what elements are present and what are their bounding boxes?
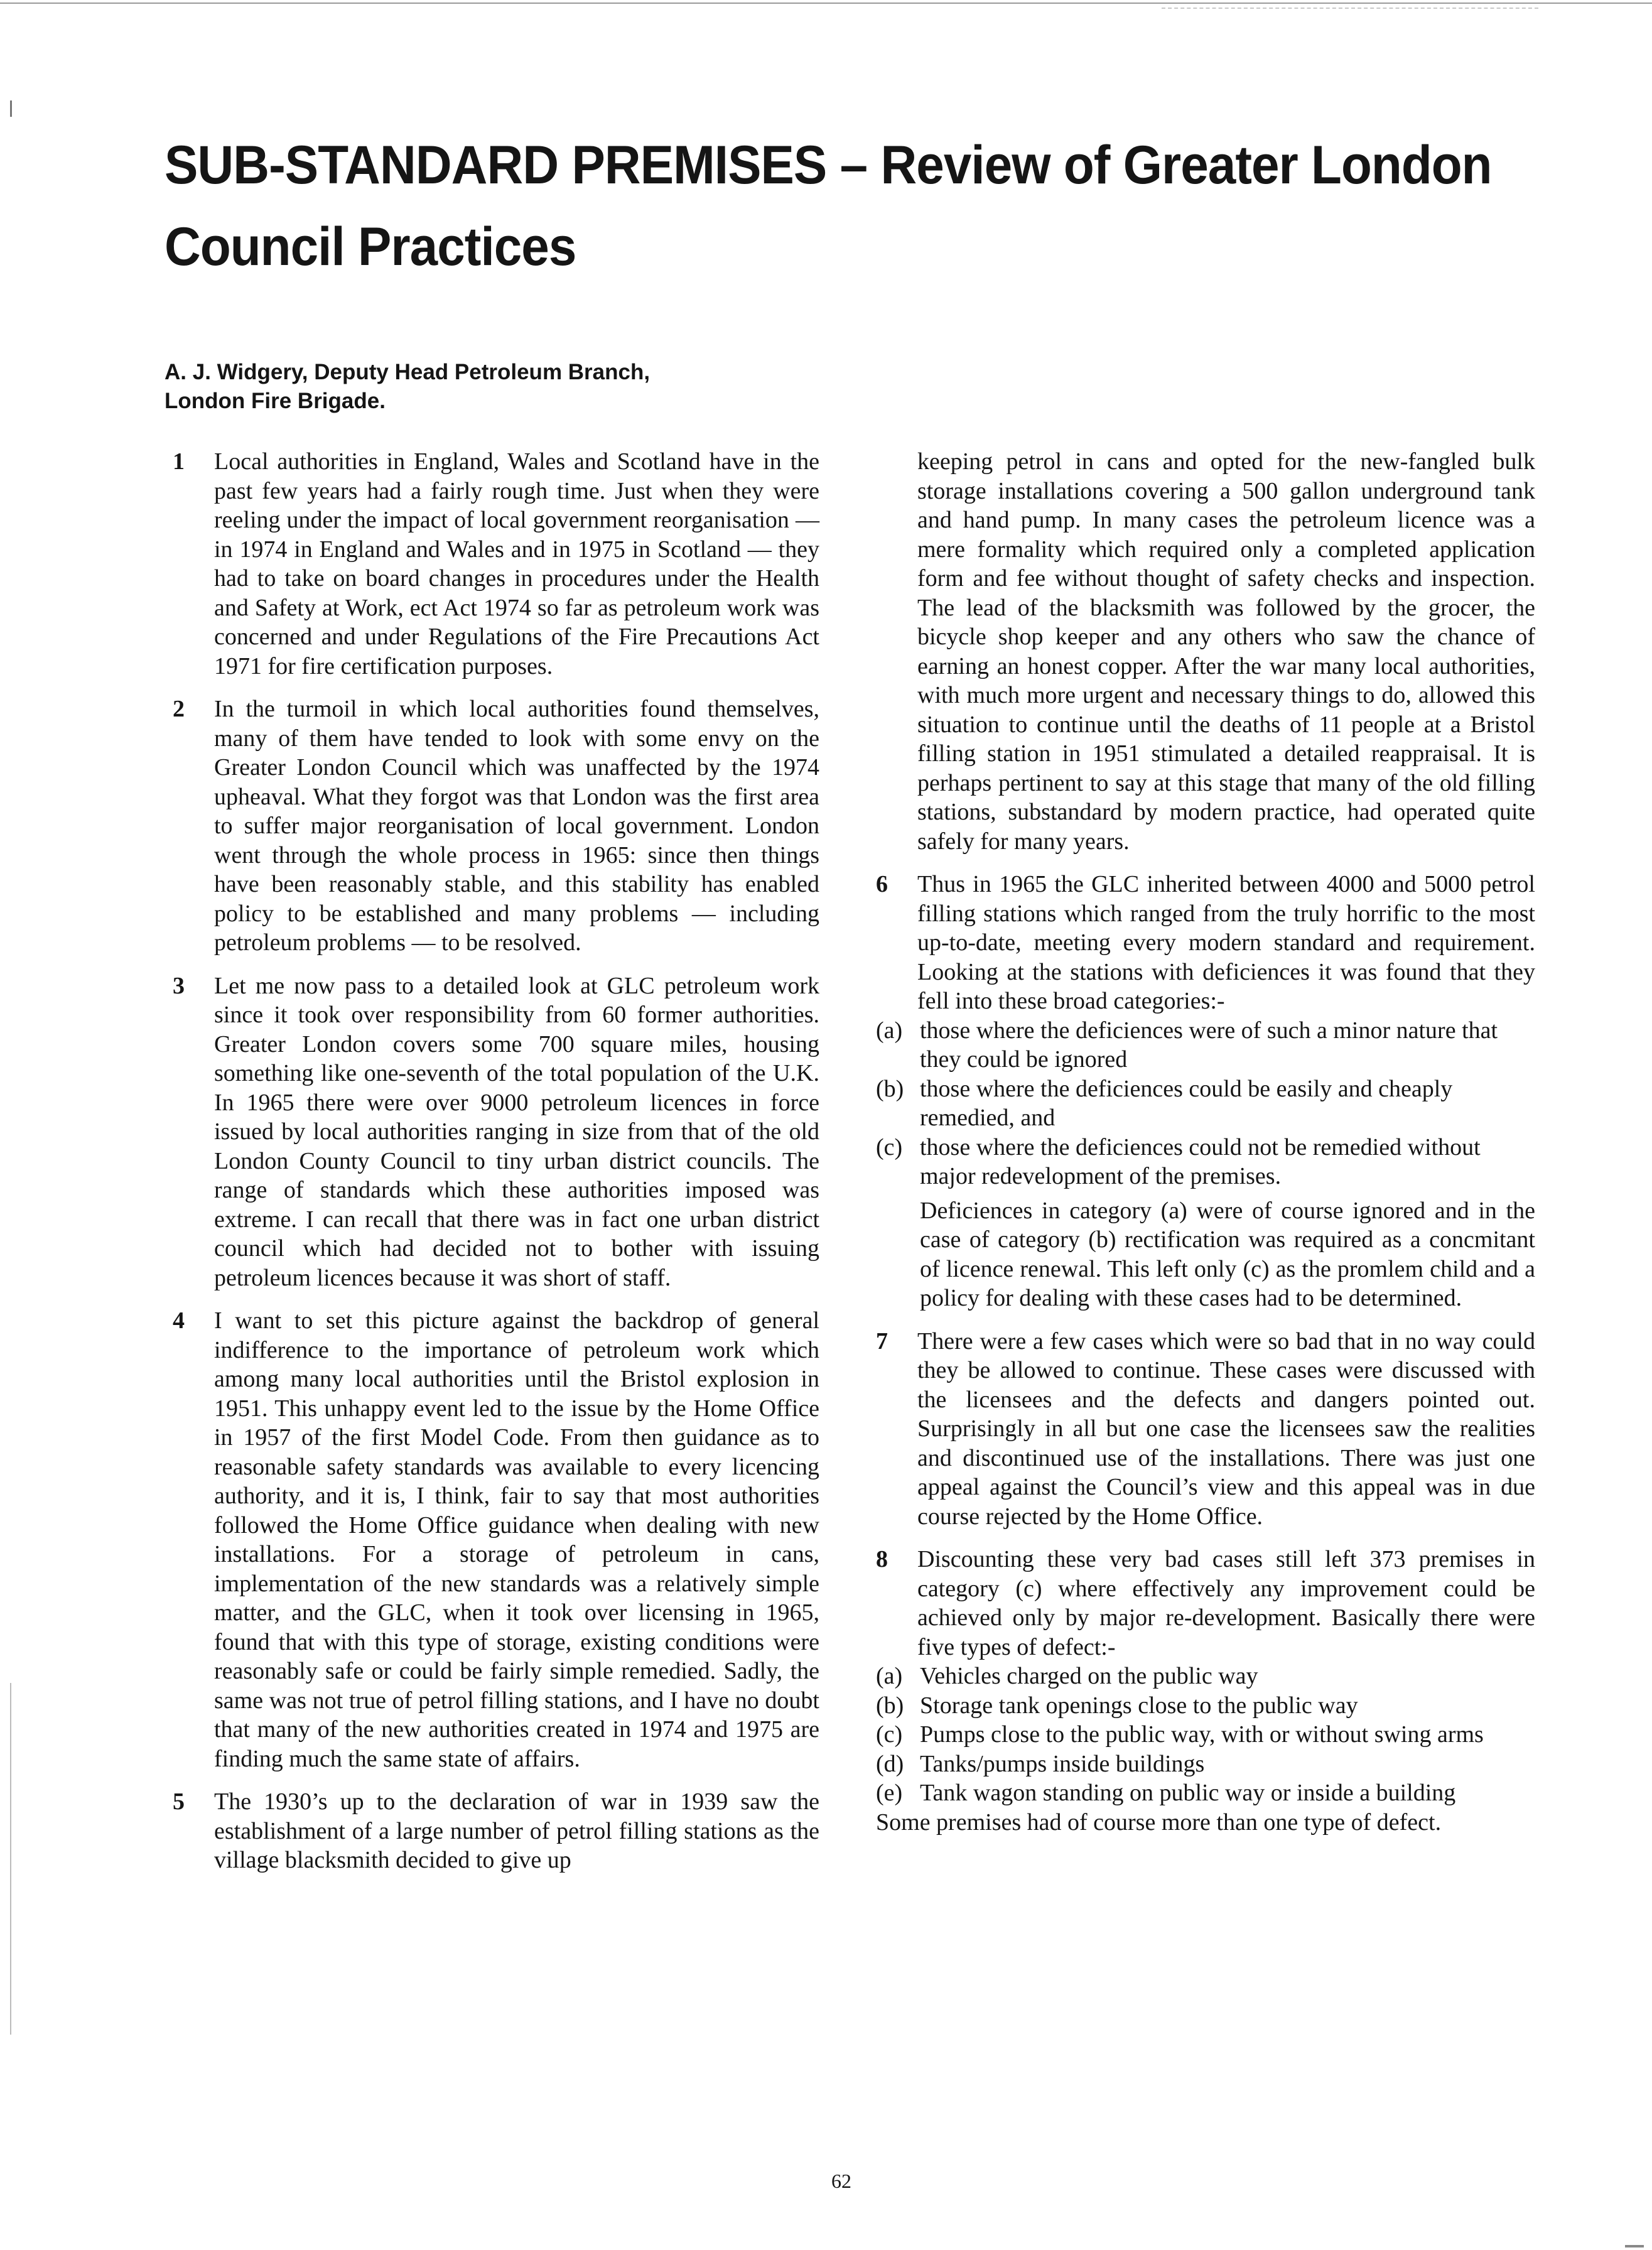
paragraph-text: Discounting these very bad cases still left 373 premises in category (c) where effectively any improvement could be achieved only by major re-development. Basically there were five types of defect:- — [917, 1546, 1535, 1660]
paragraph-number: 2 — [173, 696, 185, 722]
paragraph-number: 7 — [876, 1328, 888, 1355]
list-item-text: Tanks/pumps inside buildings — [920, 1750, 1205, 1777]
paragraph-text: I want to set this picture against the backdrop of general indifference to the importance of petroleum work which among many local authorities until the Bristol explosion in 1951. This unhappy event led to the issue by the Home Office in 1957 of the first Model Code. From then guidance as to reasonable safety standards was available to every licencing authority, and it is, I think, fair to say that most authorities followed the Home Office guidance when dealing with new installations. For a storage of petroleum in cans, implementation of the new standards was a relatively simple matter, and the GLC, when it took over licensing in 1965, found that with this type of storage, existing conditions were reasonably safe or could be fairly simple remedied. Sadly, the same was not true of petrol filling stations, and I have no doubt that many of the new authorities created in 1974 and 1975 are finding much the same state of affairs. — [214, 1307, 819, 1772]
left-column — [173, 447, 819, 1889]
title-line-1: SUB-STANDARD PREMISES – Review of Greater London — [165, 135, 1492, 195]
list-item-label: (e) — [876, 1780, 903, 1806]
article-title — [165, 124, 1508, 288]
list-item-label: (b) — [876, 1692, 904, 1719]
list-item — [876, 1662, 1535, 1691]
paragraph-number: 3 — [173, 972, 185, 999]
list-item — [876, 1074, 1535, 1133]
author-line-1: A. J. Widgery, Deputy Head Petroleum Branch, — [165, 360, 651, 384]
paragraph-text: The 1930’s up to the declaration of war in 1939 saw the establishment of a large number of petrol filling stations as the village blacksmith decided to give up — [214, 1788, 819, 1873]
paragraph-8 — [876, 1545, 1535, 1662]
list-item-text: Tank wagon standing on public way or inside a building — [920, 1780, 1456, 1806]
list-item — [876, 1691, 1535, 1721]
list-item-label: (c) — [876, 1721, 903, 1748]
corner-mark — [1625, 2245, 1644, 2247]
list-item-label: (a) — [876, 1017, 903, 1044]
paragraph-number: 4 — [173, 1307, 185, 1334]
paragraph-number: 5 — [173, 1788, 185, 1815]
paragraph-text: Thus in 1965 the GLC inherited between 4000 and 5000 petrol filling stations which ranged from the truly horrific to the most up-to-date, meeting every modern standard and requirement. Looking at the stations with deficiences it was found that they fell into these broad categories:- — [917, 871, 1535, 1014]
list-item — [876, 1016, 1535, 1074]
paragraph-number: 8 — [876, 1546, 888, 1572]
category-note: Deficiences in category (a) were of course ignored and in the case of category (b) rectification was required as a concmitant of licence renewal. This left only (c) as the promlem child and a policy for dealing with these cases had to be determined. — [920, 1197, 1535, 1311]
list-item-label: (c) — [876, 1133, 903, 1160]
page-number: 62 — [831, 2170, 851, 2192]
list-item — [876, 1750, 1535, 1779]
list-item-label: (d) — [876, 1750, 904, 1777]
margin-mark — [10, 100, 12, 117]
list-item-text: those where the deficiences could be easily and cheaply remedied, and — [920, 1075, 1453, 1131]
list-item — [876, 1720, 1535, 1750]
paragraph-3 — [173, 971, 819, 1293]
title-line-2: Council Practices — [165, 217, 576, 277]
list-item-label: (b) — [876, 1075, 904, 1102]
author-byline — [165, 358, 855, 416]
paragraph-4 — [173, 1306, 819, 1773]
list-item-text: those where the deficiences could not be remedied without major redevelopment of the premises. — [920, 1133, 1481, 1189]
paragraph-text: Let me now pass to a detailed look at GLC petroleum work since it took over responsibility from 60 former authorities. Greater London covers some 700 square miles, housing something like one-seventh of the total population of the U.K. In 1965 there were over 9000 petroleum licences in force issued by local authorities ranging in size from that of the old London County Council to tiny urban district councils. The range of standards which these authorities imposed was extreme. I can recall that there was in fact one urban district council which had decided not to bother with issuing petroleum licences because it was short of staff. — [214, 972, 819, 1291]
paragraph-text: In the turmoil in which local authorities found themselves, many of them have tended to look with some envy on the Greater London Council which was unaffected by the 1974 upheaval. What they forgot was that London was the first area to suffer major reorganisation of local government. London went through the whole process in 1965: since then things have been reasonably stable, and this stability has enabled policy to be established and many problems — including petroleum problems — to be resolved. — [214, 696, 819, 956]
list-item-text: Pumps close to the public way, with or without swing arms — [920, 1721, 1484, 1748]
list-item-label: (a) — [876, 1663, 903, 1689]
list-item — [876, 1778, 1535, 1808]
list-item-text: those where the deficiences were of such a minor nature that they could be ignored — [920, 1017, 1498, 1073]
paragraph-6 — [876, 870, 1535, 1016]
top-dashed-rule — [1162, 8, 1538, 9]
category-list — [876, 1016, 1535, 1191]
paragraph-number: 6 — [876, 871, 888, 897]
top-rule — [0, 3, 1652, 4]
author-line-2: London Fire Brigade. — [165, 389, 386, 413]
list-item-text: Vehicles charged on the public way — [920, 1663, 1258, 1689]
paragraph-7 — [876, 1327, 1535, 1532]
margin-line — [10, 1683, 11, 2035]
list-item-text: Storage tank openings close to the public way — [920, 1692, 1358, 1719]
closing-sentence: Some premises had of course more than one type of defect. — [876, 1809, 1442, 1836]
paragraph-text: There were a few cases which were so bad that in no way could they be allowed to continue. These cases were discussed with the licensees and the defects and dangers pointed out. Surprisingly in all but one case the licensees saw the realities and discontinued use of the installations. There was just one appeal against the Council’s view and this appeal was in due course rejected by the Home Office. — [917, 1328, 1535, 1530]
list-item — [876, 1133, 1535, 1191]
paragraph-2 — [173, 695, 819, 958]
paragraph-5-continued: keeping petrol in cans and opted for the new-fangled bulk storage installations covering a 500 gallon underground tank and hand pump. In many cases the petroleum licence was a mere formality which required only a completed application form and fee without thought of safety checks and inspection. The lead of the blacksmith was followed by the grocer, the bicycle shop keeper and any others who saw the chance of earning an honest copper. After the war many local authorities, with much more urgent and necessary things to do, allowed this situation to continue until the deaths of 11 people at a Bristol filling station in 1951 stimulated a detailed reappraisal. It is perhaps pertinent to say at this stage that many of the old filling stations, substandard by modern practice, had operated quite safely for many years. — [917, 448, 1535, 855]
paragraph-5 — [173, 1787, 819, 1875]
paragraph-number: 1 — [173, 448, 185, 475]
right-column — [876, 447, 1535, 1837]
paragraph-1 — [173, 447, 819, 681]
defect-list — [876, 1662, 1535, 1808]
paragraph-text: Local authorities in England, Wales and Scotland have in the past few years had a fairly rough time. Just when they were reeling under the impact of local government reorganisation — in 1974 in England and Wales and in 1975 in Scotland — they had to take on board changes in procedures under the Health and Safety at Work, ect Act 1974 so far as petroleum work was concerned and under Regulations of the Fire Precautions Act 1971 for fire certification purposes. — [214, 448, 819, 679]
